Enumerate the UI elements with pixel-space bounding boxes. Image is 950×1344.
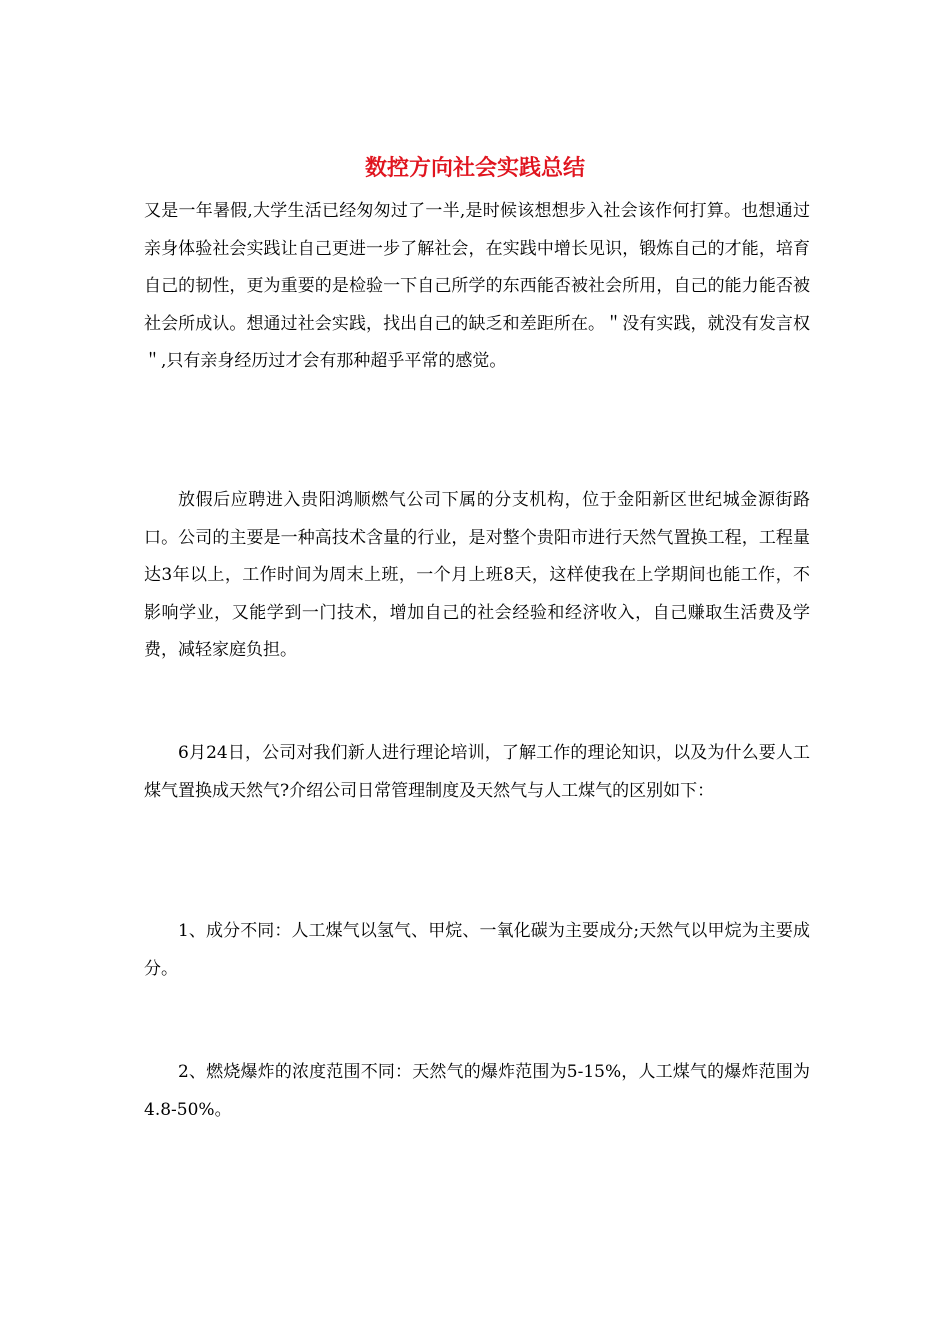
paragraph-company: 放假后应聘进入贵阳鸿顺燃气公司下属的分支机构，位于金阳新区世纪城金源街路口。公司的主要是一种高技术含量的行业，是对整个贵阳市进行天然气置换工程，工程量达3年以上，工作时间为周末上班，一个月上班8天，这样使我在上学期间也能工作，不影响学业，又能学到一门技术，增加自己的社会经验和经济收入，自己赚取生活费及学费，减轻家庭负担。 [144,490,810,660]
paragraph-training: 6月24日，公司对我们新人进行理论培训，了解工作的理论知识，以及为什么要人工煤气置换成天然气?介绍公司日常管理制度及天然气与人工煤气的区别如下： [144,743,810,801]
paragraph-difference-1: 1、成分不同：人工煤气以氢气、甲烷、一氧化碳为主要成分;天然气以甲烷为主要成分。 [144,921,810,979]
paragraph-intro: 又是一年暑假,大学生活已经匆匆过了一半,是时候该想想步入社会该作何打算。也想通过亲身体验社会实践让自己更进一步了解社会，在实践中增长见识，锻炼自己的才能，培育自己的韧性，更为重要的是检验一下自己所学的东西能否被社会所用，自己的能力能否被社会所成认。想通过社会实践，找出自己的缺乏和差距所在。＂没有实践，就没有发言权＂,只有亲身经历过才会有那种超乎平常的感觉。 [144,201,810,371]
paragraph-difference-2: 2、燃烧爆炸的浓度范围不同：天然气的爆炸范围为5-15%，人工煤气的爆炸范围为4.8-50%。 [144,1062,810,1120]
document-title: 数控方向社会实践总结 [364,155,585,181]
